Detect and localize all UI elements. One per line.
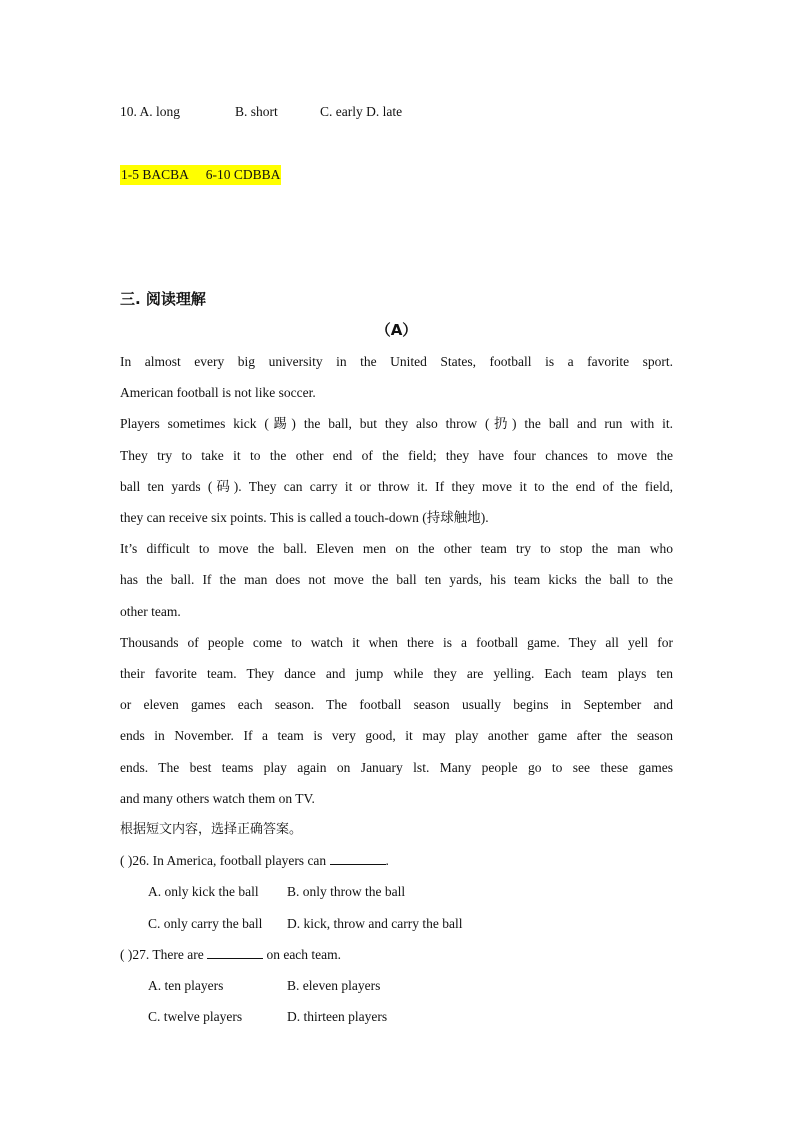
passage-line: ends in November. If a team is very good, it may play another game after the season — [120, 728, 673, 743]
q26-option-d: D. kick, throw and carry the ball — [287, 916, 463, 931]
question-27 — [120, 945, 673, 965]
passage-line: Players sometimes kick (踢) the ball, but they also throw (扔) the ball and run with it. — [120, 416, 673, 431]
q26-stem: ( )26. In America, football players can — [120, 853, 327, 868]
q27-option-c: C. twelve players — [148, 1009, 243, 1024]
q26-options-row1 — [148, 882, 701, 902]
q27-options-row2 — [148, 1007, 701, 1027]
passage-line: They try to take it to the other end of the field; they have four chances to move the — [120, 448, 673, 463]
q27-option-b: B. eleven players — [287, 978, 381, 993]
passage-line: or eleven games each season. The football season usually begins in September and — [120, 697, 673, 712]
q26-stem-end: . — [385, 853, 389, 868]
q27-stem-end: on each team. — [266, 947, 342, 962]
answer-key-6-10: 6-10 CDBBA — [205, 167, 281, 182]
q26-option-c: C. only carry the ball — [148, 916, 263, 931]
passage-label: （A） — [375, 321, 418, 339]
q27-option-a: A. ten players — [148, 978, 224, 993]
instruction: 根据短文内容，选择正确答案。 — [120, 822, 303, 837]
answer-key-highlight — [120, 165, 281, 185]
answer-blank — [207, 945, 263, 959]
q27-option-d: D. thirteen players — [287, 1009, 388, 1024]
passage-line: In almost every big university in the United States, football is a favorite sport. — [120, 354, 673, 369]
q10-option-b: B. short — [235, 104, 278, 119]
section-title: 三. 阅读理解 — [120, 290, 206, 308]
answer-key-1-5: 1-5 BACBA — [121, 167, 189, 182]
passage-line: and many others watch them on TV. — [120, 791, 315, 806]
passage-line: American football is not like soccer. — [120, 385, 316, 400]
answer-blank — [330, 851, 386, 865]
answer-key — [120, 165, 673, 185]
q10-option-cd: C. early D. late — [320, 104, 403, 119]
passage-line: their favorite team. They dance and jump while they are yelling. Each team plays ten — [120, 666, 673, 681]
passage-line: has the ball. If the man does not move the ball ten yards, his team kicks the ball to the — [120, 572, 673, 587]
question-26 — [120, 851, 673, 871]
q26-option-b: B. only throw the ball — [287, 884, 406, 899]
passage-line: they can receive six points. This is called a touch-down (持球触地). — [120, 510, 489, 525]
passage-line: Thousands of people come to watch it when there is a football game. They all yell for — [120, 635, 673, 650]
passage-line: other team. — [120, 604, 181, 619]
q10-option-a: 10. A. long — [120, 104, 181, 119]
q27-options-row1 — [148, 976, 701, 996]
question-10 — [120, 102, 673, 122]
passage-line: ends. The best teams play again on January lst. Many people go to see these games — [120, 760, 673, 775]
q27-stem: ( )27. There are — [120, 947, 204, 962]
q26-options-row2 — [148, 914, 701, 934]
q26-option-a: A. only kick the ball — [148, 884, 259, 899]
passage-line: ball ten yards (码). They can carry it or throw it. If they move it to the end of the field, — [120, 479, 673, 494]
passage-line: It’s difficult to move the ball. Eleven men on the other team try to stop the man who — [120, 541, 673, 556]
